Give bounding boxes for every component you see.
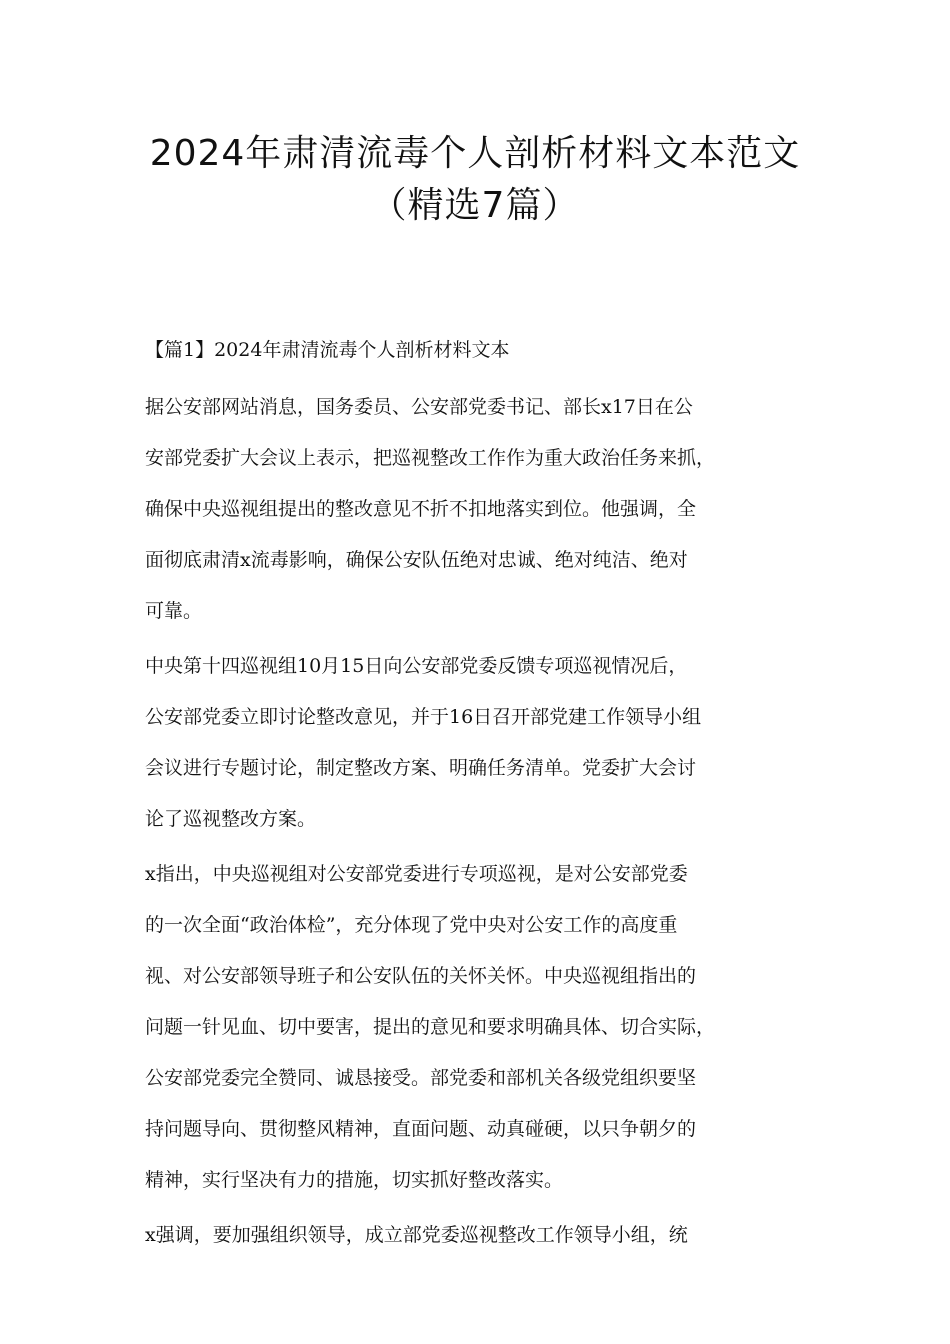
- text-line: 论了巡视整改方案。: [145, 808, 317, 830]
- text-line: 据公安部网站消息，国务委员、公安部党委书记、部长x17日在公: [145, 396, 693, 418]
- paragraph-1: [145, 382, 810, 637]
- text-line: x强调，要加强组织领导，成立部党委巡视整改工作领导小组，统: [145, 1224, 688, 1246]
- text-line: 中央第十四巡视组10月15日向公安部党委反馈专项巡视情况后，: [145, 655, 688, 677]
- text-line: 问题一针见血、切中要害，提出的意见和要求明确具体、切合实际，: [145, 1016, 716, 1038]
- section-heading: 【篇1】2024年肃清流毒个人剖析材料文本: [145, 339, 510, 361]
- text-line: 可靠。: [145, 600, 203, 622]
- text-line: 视、对公安部领导班子和公安队伍的关怀关怀。中央巡视组指出的: [145, 965, 697, 987]
- title-line-1: 2024年肃清流毒个人剖析材料文本范文: [149, 133, 801, 174]
- paragraph-4: [145, 1210, 810, 1261]
- text-line: 精神，实行坚决有力的措施，切实抓好整改落实。: [145, 1169, 564, 1191]
- text-line: 的一次全面“政治体检”，充分体现了党中央对公安工作的高度重: [145, 914, 678, 936]
- text-line: 会议进行专题讨论，制定整改方案、明确任务清单。党委扩大会讨: [145, 757, 697, 779]
- document-body: [145, 332, 810, 1265]
- text-line: 面彻底肃清x流毒影响，确保公安队伍绝对忠诚、绝对纯洁、绝对: [145, 549, 688, 571]
- paragraph-2: [145, 641, 810, 845]
- text-line: 确保中央巡视组提出的整改意见不折不扣地落实到位。他强调，全: [145, 498, 697, 520]
- text-line: 公安部党委完全赞同、诚恳接受。部党委和部机关各级党组织要坚: [145, 1067, 697, 1089]
- paragraph-3: [145, 849, 810, 1206]
- text-line: x指出，中央巡视组对公安部党委进行专项巡视，是对公安部党委: [145, 863, 688, 885]
- text-line: 持问题导向、贯彻整风精神，直面问题、动真碰硬，以只争朝夕的: [145, 1118, 697, 1140]
- document-title: [0, 128, 950, 232]
- text-line: 公安部党委立即讨论整改意见，并于16日召开部党建工作领导小组: [145, 706, 702, 728]
- text-line: 安部党委扩大会议上表示，把巡视整改工作作为重大政治任务来抓，: [145, 447, 716, 469]
- title-line-2: （精选7篇）: [370, 185, 580, 226]
